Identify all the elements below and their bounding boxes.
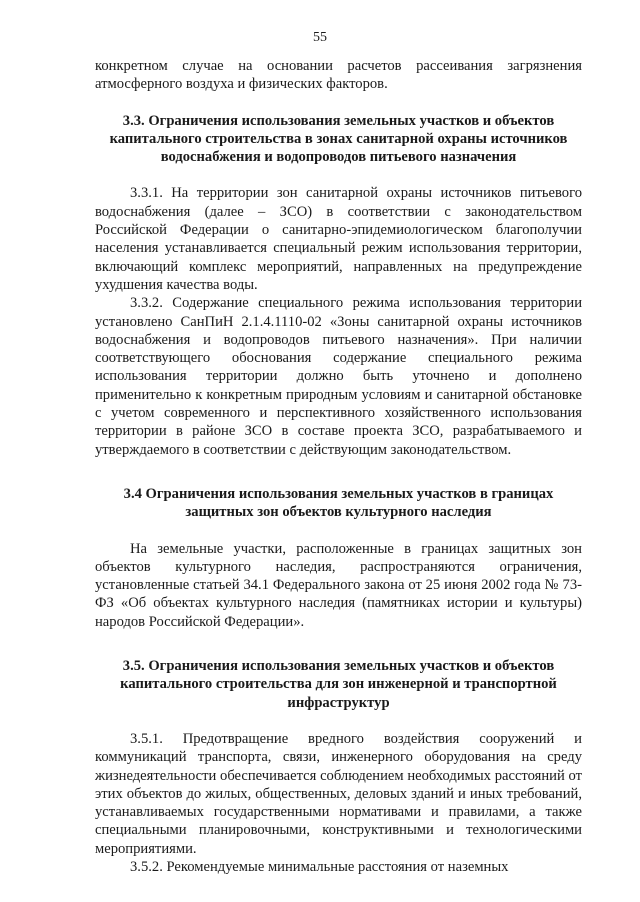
paragraph-3-5-1: 3.5.1. Предотвращение вредного воздействия сооружений и коммуникаций транспорта, связи, инженерного оборудования на среду жизнедеятельности обеспечивается соблюдением необходимых расстояний от этих объектов до жилых, общественных, деловых зданий и иных требований, устанавливаемых государственными нормативами и правилами, а также специальными планировочными, конструктивными и технологическими мероприятиями.: [95, 730, 582, 857]
section-3-5-heading: 3.5. Ограничения использования земельных участков и объектов капитального строительства для зон инженерной и транспортной инфраструктур: [120, 658, 557, 711]
page-number: 55: [313, 30, 327, 45]
paragraph-3-3-2: 3.3.2. Содержание специального режима использования территории установлено СанПиН 2.1.4.1110-02 «Зоны санитарной охраны источников водоснабжения и водопроводов питьевого назначения». При наличии соответствующего обоснования содержание специального режима использования территории должно быть уточнено и дополнено применительно к конкретным природным условиям и санитарной обстановке с учетом современного и перспективного хозяйственного использования территории в районе ЗСО в составе проекта ЗСО, разрабатываемого и утверждаемого в соответствии с действующим законодательством.: [95, 295, 582, 458]
paragraph-3-3-1: 3.3.1. На территории зон санитарной охраны источников питьевого водоснабжения (далее – ЗСО) в соответствии с законодательством Российской Федерации о санитарно-эпидемиологическом благополучии населения устанавливается специальный режим использования территории, включающий комплекс мероприятий, направленных на предупреждение ухудшения качества воды.: [95, 185, 582, 293]
paragraph-3-5-2: 3.5.2. Рекомендуемые минимальные расстояния от наземных: [130, 858, 509, 875]
page-content: [95, 57, 582, 876]
section-3-3-heading: 3.3. Ограничения использования земельных участков и объектов капитального строительства в зонах санитарной охраны источников водоснабжения и водопроводов питьевого назначения: [109, 112, 568, 166]
section-3-4-heading: 3.4 Ограничения использования земельных участков в границах защитных зон объектов культурного наследия: [123, 485, 554, 521]
paragraph-3-4: На земельные участки, расположенные в границах защитных зон объектов культурного наследия, распространяются ограничения, установленные статьей 34.1 Федерального закона от 25 июня 2002 года № 73-ФЗ «Об объектах культурного наследия (памятниках истории и культуры) народов Российской Федерации».: [95, 540, 582, 630]
intro-paragraph: конкретном случае на основании расчетов рассеивания загрязнения атмосферного воздуха и физических факторов.: [95, 58, 582, 93]
